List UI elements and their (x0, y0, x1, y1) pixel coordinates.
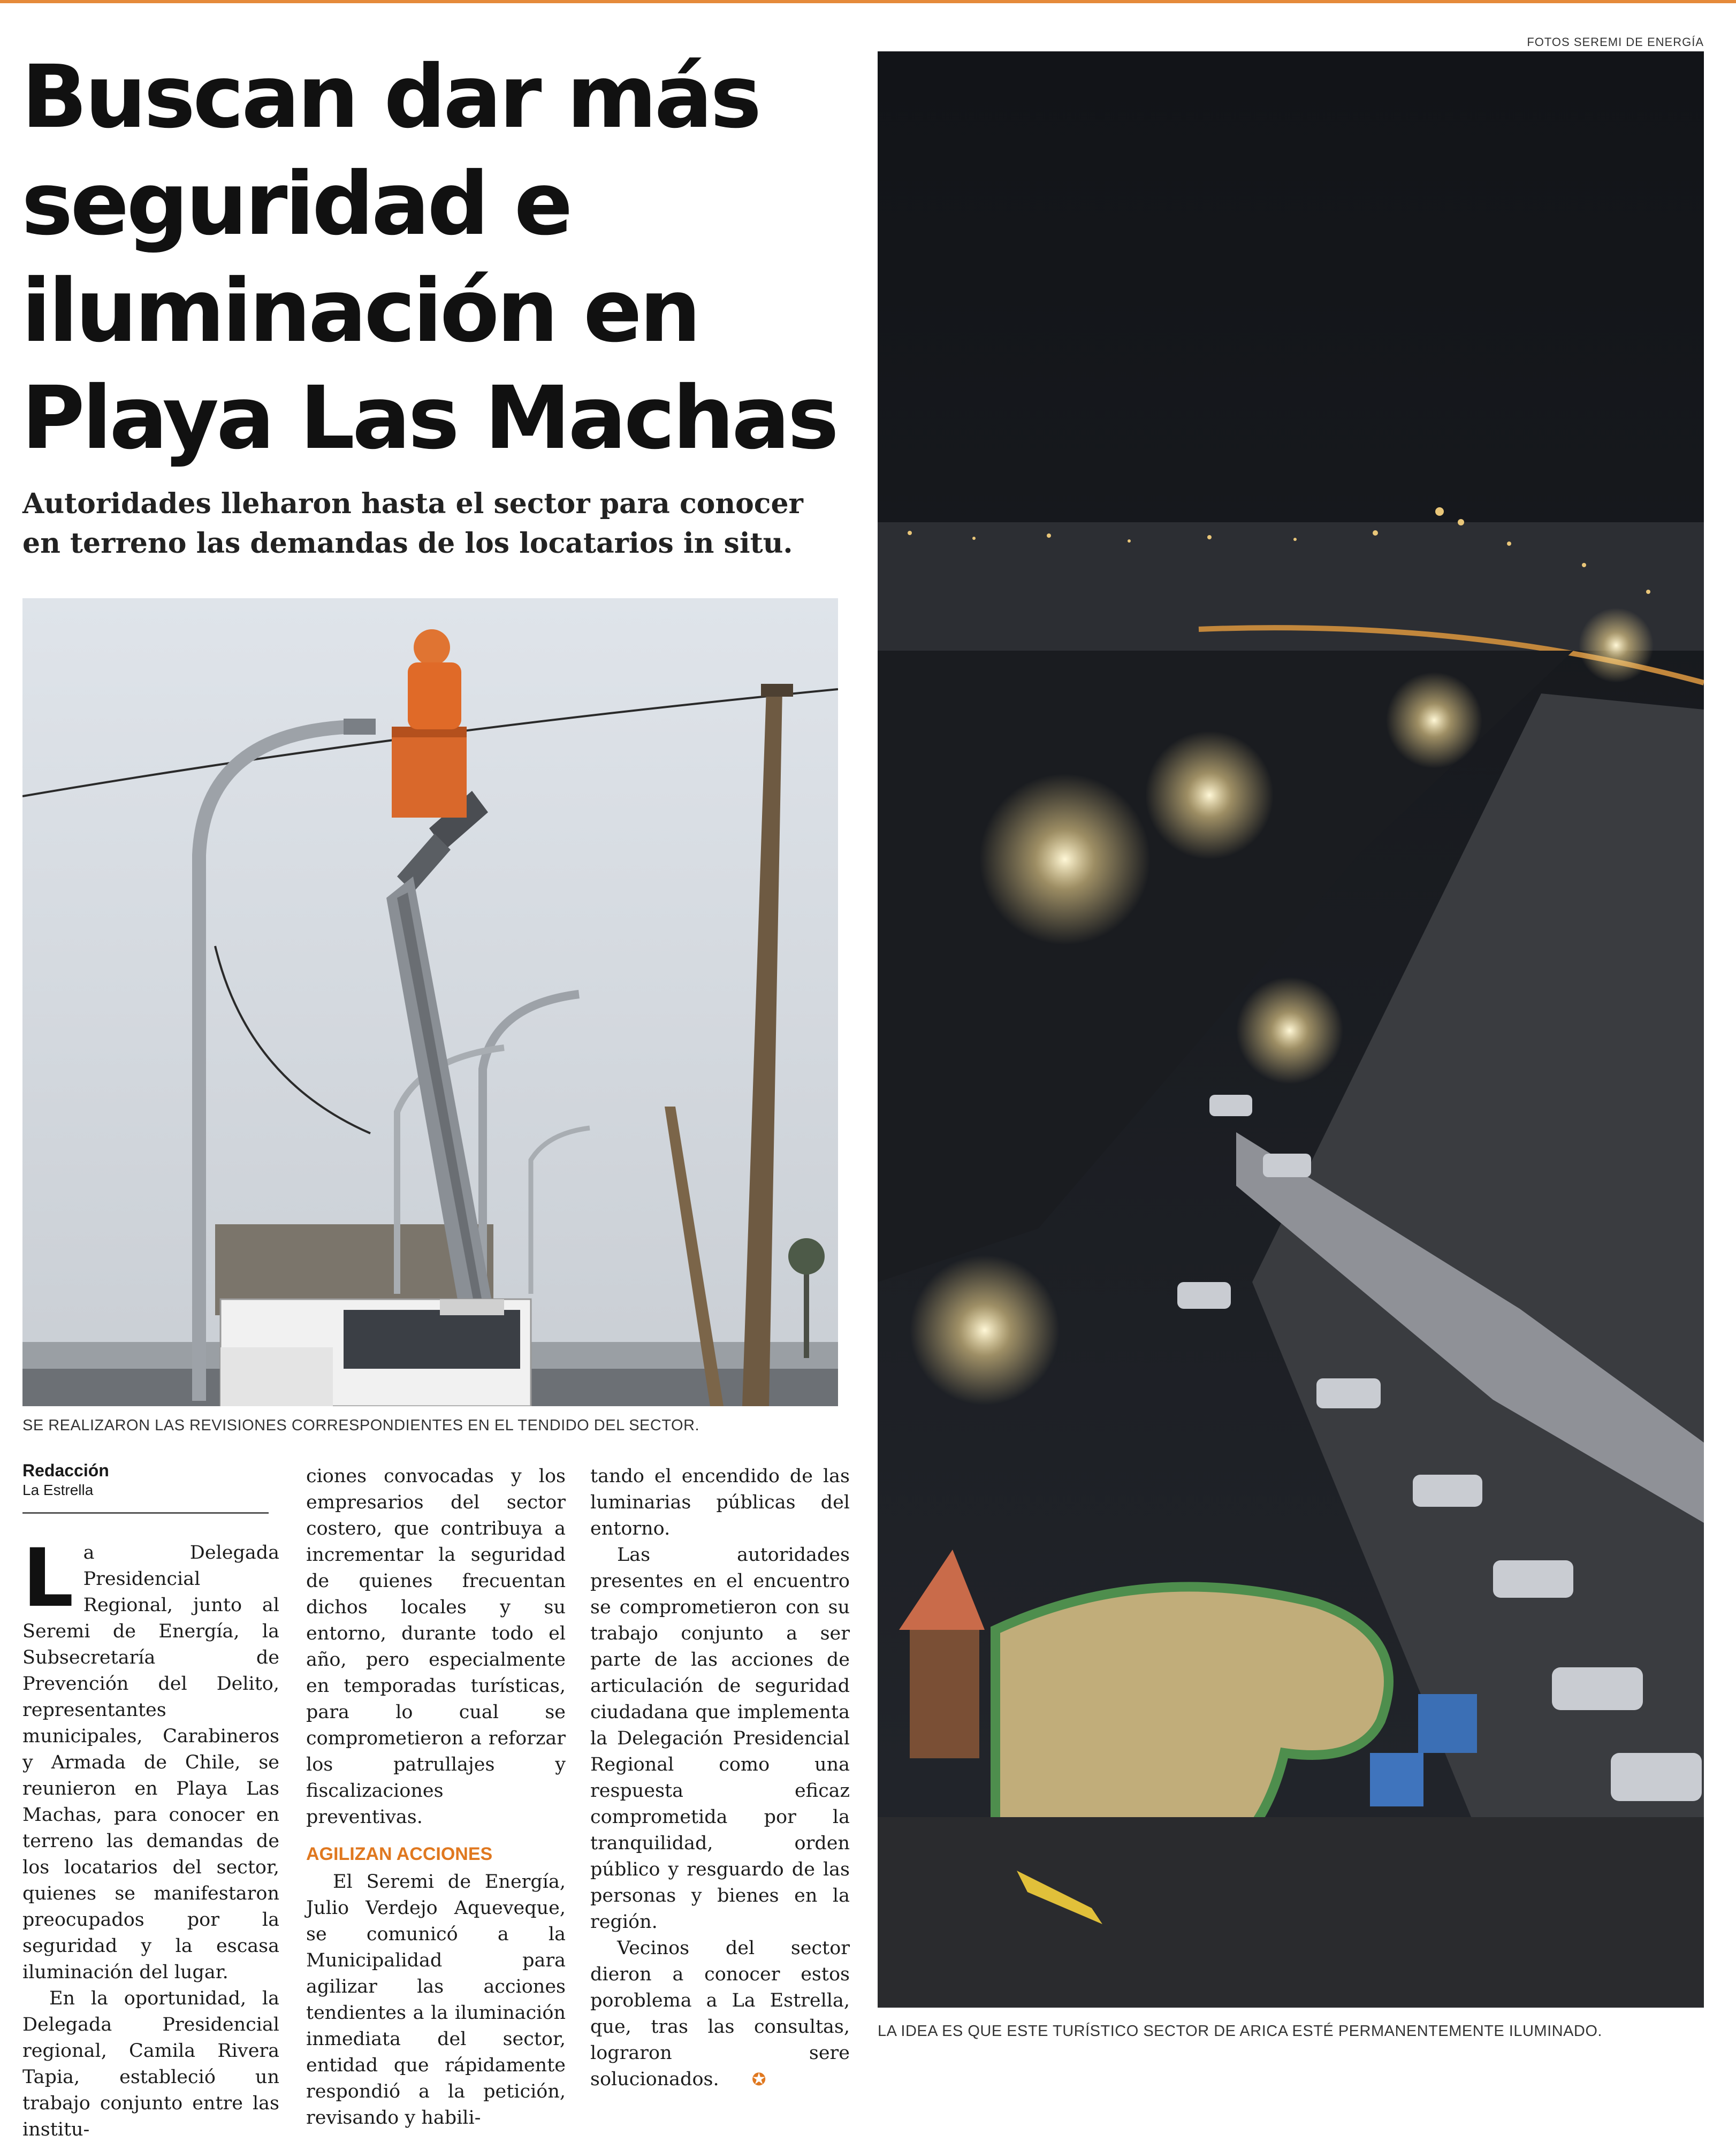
byline-divider (22, 1512, 269, 1514)
article-paragraph-2b: ciones convocadas y los empresarios del sector costero, que contribuya a incrementar la seguridad de quienes frecuentan dichos locales y su entorno, durante todo el año, pero especialmente en temporadas turísticas, para lo cual se comprometieron a reforzar los patrullajes y fiscalizaciones preventivas. (306, 1466, 566, 1828)
photo-caption-crane: SE REALIZARON LAS REVISIONES CORRESPONDIENTES EN EL TENDIDO DEL SECTOR. (22, 1417, 700, 1434)
headline-line-1: Buscan dar más (21, 47, 759, 148)
headline-line-4: Playa Las Machas (21, 368, 836, 469)
photo-caption-beach: LA IDEA ES QUE ESTE TURÍSTICO SECTOR DE ARICA ESTÉ PERMANENTEMENTE ILUMINADO. (878, 2023, 1602, 2040)
drop-cap: L (22, 1532, 74, 1625)
headline-line-3: iluminación en (21, 261, 699, 362)
article-column-1 (22, 1532, 279, 2143)
article-paragraph-4: Las autoridades presentes en el encuentro se comprometieron con su trabajo conjunto a ser parte de las acciones de articulación de seguridad ciudadana que implementa la Delegación Presidencial Regional como una respuesta eficaz comprometida por la tranquilidad, orden público y resguardo de las personas y bienes en la región. (590, 1544, 850, 1933)
photo-crane-maintenance (22, 598, 838, 1406)
article-subhead: AGILIZAN ACCIONES (306, 1844, 493, 1864)
photo-night-beach (878, 51, 1704, 2008)
article-paragraph-3b: tando el encendido de las luminarias públicas del entorno. (590, 1466, 850, 1539)
byline-outlet: La Estrella (22, 1482, 94, 1498)
article-paragraph-5: Vecinos del sector dieron a conocer estos poroblema a La Estrella, que, tras las consultas, lograron sere solucionados. ✪ (590, 1935, 850, 2093)
top-accent-rule (0, 0, 1736, 3)
article-paragraph-1: La Delegada Presidencial Regional, junto al Seremi de Energía, la Subsecretaría de Prevención del Delito, representantes municipales, Carabineros y Armada de Chile, se reunieron en Playa Las Machas, para conocer en terreno las demandas de los locatarios del sector, quienes se manifestaron preocupados por la seguridad y la escasa iluminación del lugar. (22, 1532, 279, 1983)
crane-illustration (22, 598, 838, 1406)
photo-credit: FOTOS SEREMI DE ENERGÍA (1527, 35, 1704, 49)
article-paragraph-2a: En la oportunidad, la Delegada Presidencial regional, Camila Rivera Tapia, estableció un trabajo conjunto entre las institu- (22, 1988, 279, 2140)
byline (22, 1460, 269, 1499)
article-paragraph-3a: El Seremi de Energía, Julio Verdejo Aqueveque, se comunicó a la Municipalidad para agilizar las acciones tendientes a la iluminación inmediata del sector, entidad que rápidamente respondió a la petición, revisando y habili- (306, 1871, 566, 2129)
deck-subtitle: Autoridades lleharon hasta el sector para conocer en terreno las demandas de los locatarios in situ. (22, 487, 803, 560)
headline (21, 44, 856, 472)
article-column-2 (306, 1463, 566, 2131)
end-of-article-icon: ✪ (751, 2069, 766, 2089)
article-column-3 (590, 1463, 850, 2093)
headline-line-2: seguridad e (21, 154, 570, 255)
night-beach-illustration (878, 51, 1704, 2008)
byline-author: Redacción (22, 1461, 109, 1480)
